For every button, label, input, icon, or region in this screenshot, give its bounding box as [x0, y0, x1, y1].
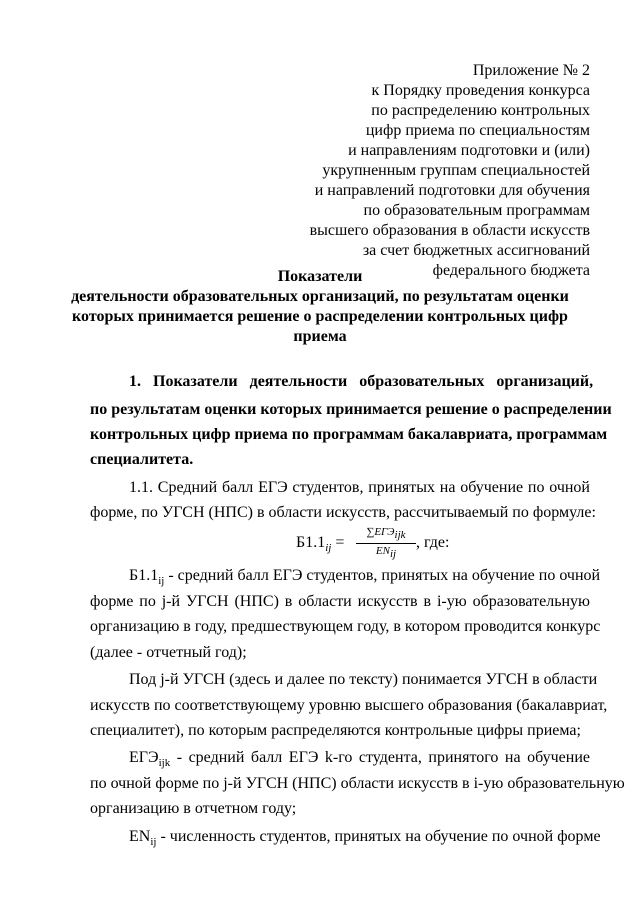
heading-line: которых принимается решение о распределении контрольных цифр — [72, 308, 568, 325]
appendix-line: Приложение № 2 — [472, 62, 590, 79]
appendix-line: укрупненным группам специальностей — [322, 162, 590, 179]
heading-line: Показатели — [277, 268, 363, 285]
formula-tail: , где: — [416, 534, 450, 551]
paragraph-line: форме, по УГСН (НПС) в области искусств, рассчитываемый по формуле: — [90, 504, 596, 521]
definition-line: по очной форме по j-й УГСН (НПС) области искусств в i-ую образовательную — [90, 775, 625, 792]
heading-line: приема — [293, 328, 347, 345]
appendix-line: федерального бюджета — [432, 262, 590, 279]
section-line: по результатам оценки которых принимается решение о распределении — [90, 401, 612, 418]
definition-line: искусств по соответствующему уровню высшего образования (бакалавриат, — [90, 697, 608, 714]
appendix-line: и направлений подготовки для обучения — [314, 182, 590, 199]
definition-line: $Б1.1_{ij}$ - средний балл ЕГЭ студентов, принятых на обучение по очной — [129, 567, 601, 588]
appendix-line: высшего образования в области искусств — [309, 222, 590, 239]
definition-line: организацию в году, предшествующем году, в котором проводится конкурс — [90, 618, 601, 635]
section-line: контрольных цифр приема по программам бакалавриата, программам — [90, 426, 608, 443]
heading-line: деятельности образовательных организаций, по результатам оценки — [71, 288, 569, 305]
appendix-line: по образовательным программам — [363, 202, 590, 219]
appendix-line: цифр приема по специальностям — [365, 122, 590, 139]
appendix-line: и направлениям подготовки и (или) — [348, 142, 590, 159]
definition-line: форме по j-й УГСН (НПС) в области искусств в i-ую образовательную — [90, 593, 590, 610]
appendix-line: по распределению контрольных — [371, 102, 590, 119]
definition-line: $EN_{ij}$ - численность студентов, принятых на обучение по очной форме — [129, 828, 601, 849]
definition-line: Под j-й УГСН (здесь и далее по тексту) понимается УГСН в области — [129, 671, 598, 688]
paragraph-line: 1.1. Средний балл ЕГЭ студентов, принятых на обучение по очной — [129, 479, 590, 496]
formula-fraction — [356, 526, 416, 561]
definition-line: организацию в отчетном году; — [90, 800, 297, 817]
definition-line: специалитет), по которым распределяются контрольные цифры приема; — [90, 722, 581, 739]
appendix-line: к Порядку проведения конкурса — [371, 82, 590, 99]
formula-denominator: $EN_{ij}$ — [375, 545, 397, 561]
formula-lhs: $Б1.1_{ij}$ = — [296, 534, 345, 555]
definition-line: (далее - отчетный год); — [90, 644, 247, 661]
formula-numerator: $\sum ЕГЭ_{ijk}$ — [356, 526, 416, 544]
appendix-line: за счет бюджетных ассигнований — [362, 242, 590, 259]
section-line: 1. Показатели деятельности образовательных организаций, — [129, 373, 594, 390]
section-line: специалитета. — [90, 451, 194, 468]
definition-line: $ЕГЭ_{ijk}$ - средний балл ЕГЭ k-го студента, принятого на обучение — [129, 749, 590, 770]
